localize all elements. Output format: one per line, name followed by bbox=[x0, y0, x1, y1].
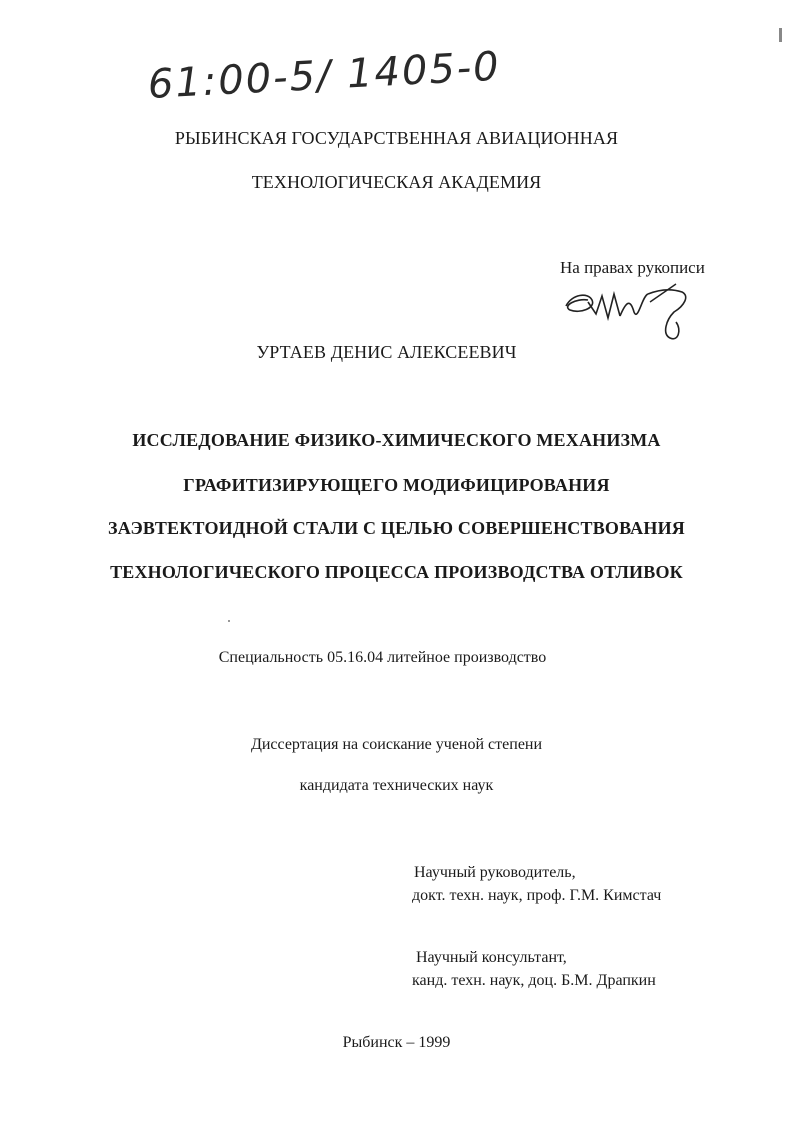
institution-line-2: ТЕХНОЛОГИЧЕСКАЯ АКАДЕМИЯ bbox=[251, 172, 542, 192]
thesis-title-line-4: ТЕХНОЛОГИЧЕСКОГО ПРОЦЕССА ПРОИЗВОДСТВА ОТЛИВОК bbox=[110, 562, 683, 582]
consultant-label: Научный консультант, bbox=[416, 949, 567, 966]
consultant-name: канд. техн. наук, доц. Б.М. Драпкин bbox=[412, 972, 656, 989]
degree-line-1: Диссертация на соискание ученой степени bbox=[250, 736, 543, 753]
specialty: Специальность 05.16.04 литейное производство bbox=[218, 649, 547, 666]
thesis-title-line-3: ЗАЭВТЕКТОИДНОЙ СТАЛИ С ЦЕЛЬЮ СОВЕРШЕНСТВОВАНИЯ bbox=[108, 518, 685, 538]
place-year: Рыбинск – 1999 bbox=[342, 1034, 451, 1051]
author-name: УРТАЕВ ДЕНИС АЛЕКСЕЕВИЧ bbox=[256, 342, 517, 362]
scan-speck bbox=[228, 620, 230, 622]
archive-code-handwritten: 61:00-5/ 1405-0 bbox=[146, 43, 502, 108]
scan-artifact bbox=[779, 28, 782, 42]
institution-line-1: РЫБИНСКАЯ ГОСУДАРСТВЕННАЯ АВИАЦИОННАЯ bbox=[174, 128, 619, 148]
supervisor-name: докт. техн. наук, проф. Г.М. Кимстач bbox=[412, 887, 662, 904]
thesis-title-line-1: ИССЛЕДОВАНИЕ ФИЗИКО-ХИМИЧЕСКОГО МЕХАНИЗМА bbox=[132, 430, 661, 450]
thesis-title-line-2: ГРАФИТИЗИРУЮЩЕГО МОДИФИЦИРОВАНИЯ bbox=[183, 475, 610, 495]
degree-line-2: кандидата технических наук bbox=[299, 777, 494, 794]
supervisor-label: Научный руководитель, bbox=[414, 864, 576, 881]
author-signature bbox=[558, 272, 708, 344]
manuscript-rights-note: На правах рукописи bbox=[560, 258, 705, 277]
